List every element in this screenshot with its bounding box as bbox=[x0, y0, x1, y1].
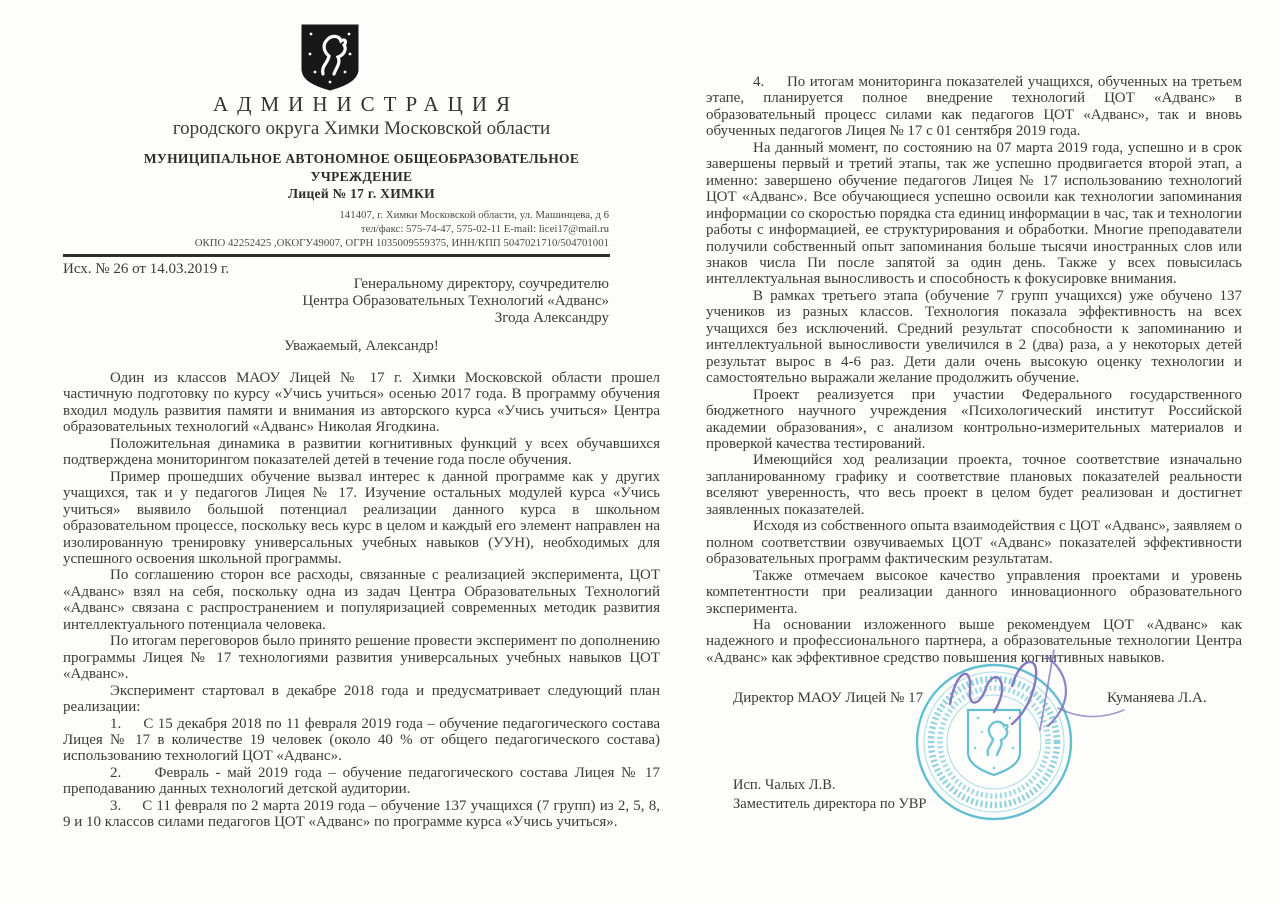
paragraph: Пример прошедших обучение вызвал интерес к данной программе как у других учащихся, так и у педагогов Лицея № 17. Изучение остальных модулей курса «Учись учиться» выявило большой потенциал реализации данного курса в школьном образовательном процессе, поскольку весь курс в целом и каждый его элемент направлен на изолированную тренировку универсальных учебных навыков (УУН), необходимых для успешного освоения школьной программы. bbox=[63, 468, 660, 567]
contact-block bbox=[63, 209, 609, 250]
list-item-2: 2. Февраль - май 2019 года – обучение педагогического состава Лицея № 17 преподаванию данных технологий детской аудитории. bbox=[63, 764, 660, 798]
school-name-line3: Лицей № 17 г. ХИМКИ bbox=[288, 186, 435, 201]
outgoing-reference: Исх. № 26 от 14.03.2019 г. bbox=[63, 261, 230, 277]
paragraph: Проект реализуется при участии Федерального государственного бюджетного научного учреждения «Психологический институт Российской академии образования», с анализом контрольно-измерительных материалов и проверкой качества тестирований. bbox=[706, 386, 1242, 452]
paragraph: По соглашению сторон все расходы, связанные с реализацией эксперимента, ЦОТ «Адванс» взял на себя, поскольку одна из задач Центра Образовательных Технологий «Адванс» связана с распространением и популяризацией современных методик развития интеллектуального потенциала человека. bbox=[63, 567, 660, 633]
address-line: 141407, г. Химки Московской области, ул. Машинцева, д 6 bbox=[339, 209, 609, 221]
khimki-coat-of-arms-icon bbox=[301, 24, 359, 91]
paragraph: Положительная динамика в развитии когнитивных функций у всех обучавшихся подтверждена мониторингом показателей детей в течение года после обучения. bbox=[63, 435, 660, 469]
signatory-position: Директор МАОУ Лицей № 17 bbox=[733, 690, 924, 706]
letterhead-divider bbox=[63, 254, 610, 257]
salutation: Уважаемый, Александр! bbox=[284, 338, 439, 354]
paragraph: Один из классов МАОУ Лицей № 17 г. Химки Московской области прошел частичную подготовку по курсу «Учись учиться» осенью 2017 года. В программу обучения входил модуль развития памяти и внимания из авторского курса «Учись учиться» Центра образовательных технологий «Адванс» Николая Ягодкина. bbox=[63, 370, 660, 436]
list-item-1: 1. С 15 декабря 2018 по 11 февраля 2019 года – обучение педагогического состава Лицея № 17 в количестве 19 человек (около 40 % от общего педагогического состава) использованию технологий ЦОТ «Адванс». bbox=[63, 715, 660, 765]
executor-position-line: Заместитель директора по УВР bbox=[733, 796, 927, 812]
letter-body-left bbox=[63, 370, 660, 831]
paragraph: Имеющийся ход реализации проекта, точное соответствие изначально запланированному графику и соответствие плановых показателей реальности вселяют уверенность, что весь проект в целом будет реализован и достигнет заявленных показателей. bbox=[706, 452, 1242, 518]
letter-body-right bbox=[706, 74, 1242, 666]
list-item-4: 4. По итогам мониторинга показателей учащихся, обученных на третьем этапе, планируется полное внедрение технологий ЦОТ «Адванс» в образовательный процесс силами как педагогов ЦОТ «Адванс», так и вновь обученных педагогов Лицея № 17 с 01 сентября 2019 года. bbox=[706, 74, 1242, 140]
addressee-block bbox=[63, 276, 609, 326]
school-name-block bbox=[63, 150, 660, 203]
addressee-name: Згода Александру bbox=[494, 309, 609, 326]
signatory-name: Куманяева Л.А. bbox=[1107, 690, 1207, 706]
paragraph: По итогам переговоров было принято решение провести эксперимент по дополнению программы Лицея № 17 технологиями развития универсальных учебных навыков ЦОТ «Адванс». bbox=[63, 633, 660, 683]
administration-subtitle: городского округа Химки Московской области bbox=[172, 118, 551, 139]
registry-codes-line: ОКПО 42252425 ,ОКОГУ49007, ОГРН 1035009559375, ИНН/КПП 5047021710/504701001 bbox=[194, 236, 609, 249]
administration-title: АДМИНИСТРАЦИЯ bbox=[213, 92, 519, 116]
letter-page-1 bbox=[63, 0, 660, 905]
paragraph: Исходя из собственного опыта взаимодействия с ЦОТ «Адванс», заявляем о полном соответствии озвучиваемых ЦОТ «Адванс» показателей эффективности образовательных программ фактическим результатам. bbox=[706, 518, 1242, 568]
paragraph: В рамках третьего этапа (обучение 7 групп учащихся) уже обучено 137 учеников из разных классов. Технология показала эффективность на всех учащихся без исключений. Средний результат способности к запоминанию и интеллектуальной выносливости увеличился в 2 (два) раза, а у некоторых детей результат вырос в 4-6 раз. Дети дали очень высокую оценку технологии и самостоятельно выражали желание продолжить обучение. bbox=[706, 287, 1242, 387]
paragraph: На данный момент, по состоянию на 07 марта 2019 года, успешно и в срок завершены первый и третий этапы, так же успешно продвигается второй этап, а именно: завершено обучение педагогов Лицея № 17 использованию технологий ЦОТ «Адванс». Все обучающиеся успешно освоили как технологии запоминания информации со скоростью порядка ста единиц информации в час, так и технологии работы с информацией, ее структурирования и обработки. Многие преподаватели получили собственный опыт запоминания больше тысячи иностранных слов или знаков числа Пи после запятой за один день. Также у всех повысилась интеллектуальная выносливость и способность к фокусировке внимания. bbox=[706, 139, 1242, 288]
list-item-3: 3. С 11 февраля по 2 марта 2019 года – обучение 137 учащихся (7 групп) из 2, 5, 8, 9 и 10 классов силами педагогов ЦОТ «Адванс» по программе курса «Учись учиться». bbox=[63, 797, 660, 831]
paragraph: Также отмечаем высокое качество управления проектами и уровень компетентности при реализации данного инновационного образовательного эксперимента. bbox=[706, 567, 1242, 617]
school-name-line2: УЧРЕЖДЕНИЕ bbox=[310, 168, 413, 184]
school-name-line1: МУНИЦИПАЛЬНОЕ АВТОНОМНОЕ ОБЩЕОБРАЗОВАТЕЛЬНОЕ bbox=[143, 151, 580, 166]
executor-line: Исп. Чалых Л.В. bbox=[733, 777, 836, 793]
addressee-title: Генеральному директору, соучредителю bbox=[353, 276, 609, 292]
signature bbox=[928, 642, 1138, 762]
addressee-organization: Центра Образовательных Технологий «Адванс» bbox=[302, 292, 609, 309]
phone-email-line: тел/факс: 575-74-47, 575-02-11 E-mail: licei17@mail.ru bbox=[360, 222, 609, 235]
paragraph: На основании изложенного выше рекомендуем ЦОТ «Адванс» как надежного и профессионального партнера, а образовательные технологии Центра «Адванс» как эффективное средство повышения когнитивных навыков. bbox=[706, 616, 1242, 666]
paragraph: Эксперимент стартовал в декабре 2018 года и предусматривает следующий план реализации: bbox=[63, 682, 660, 716]
